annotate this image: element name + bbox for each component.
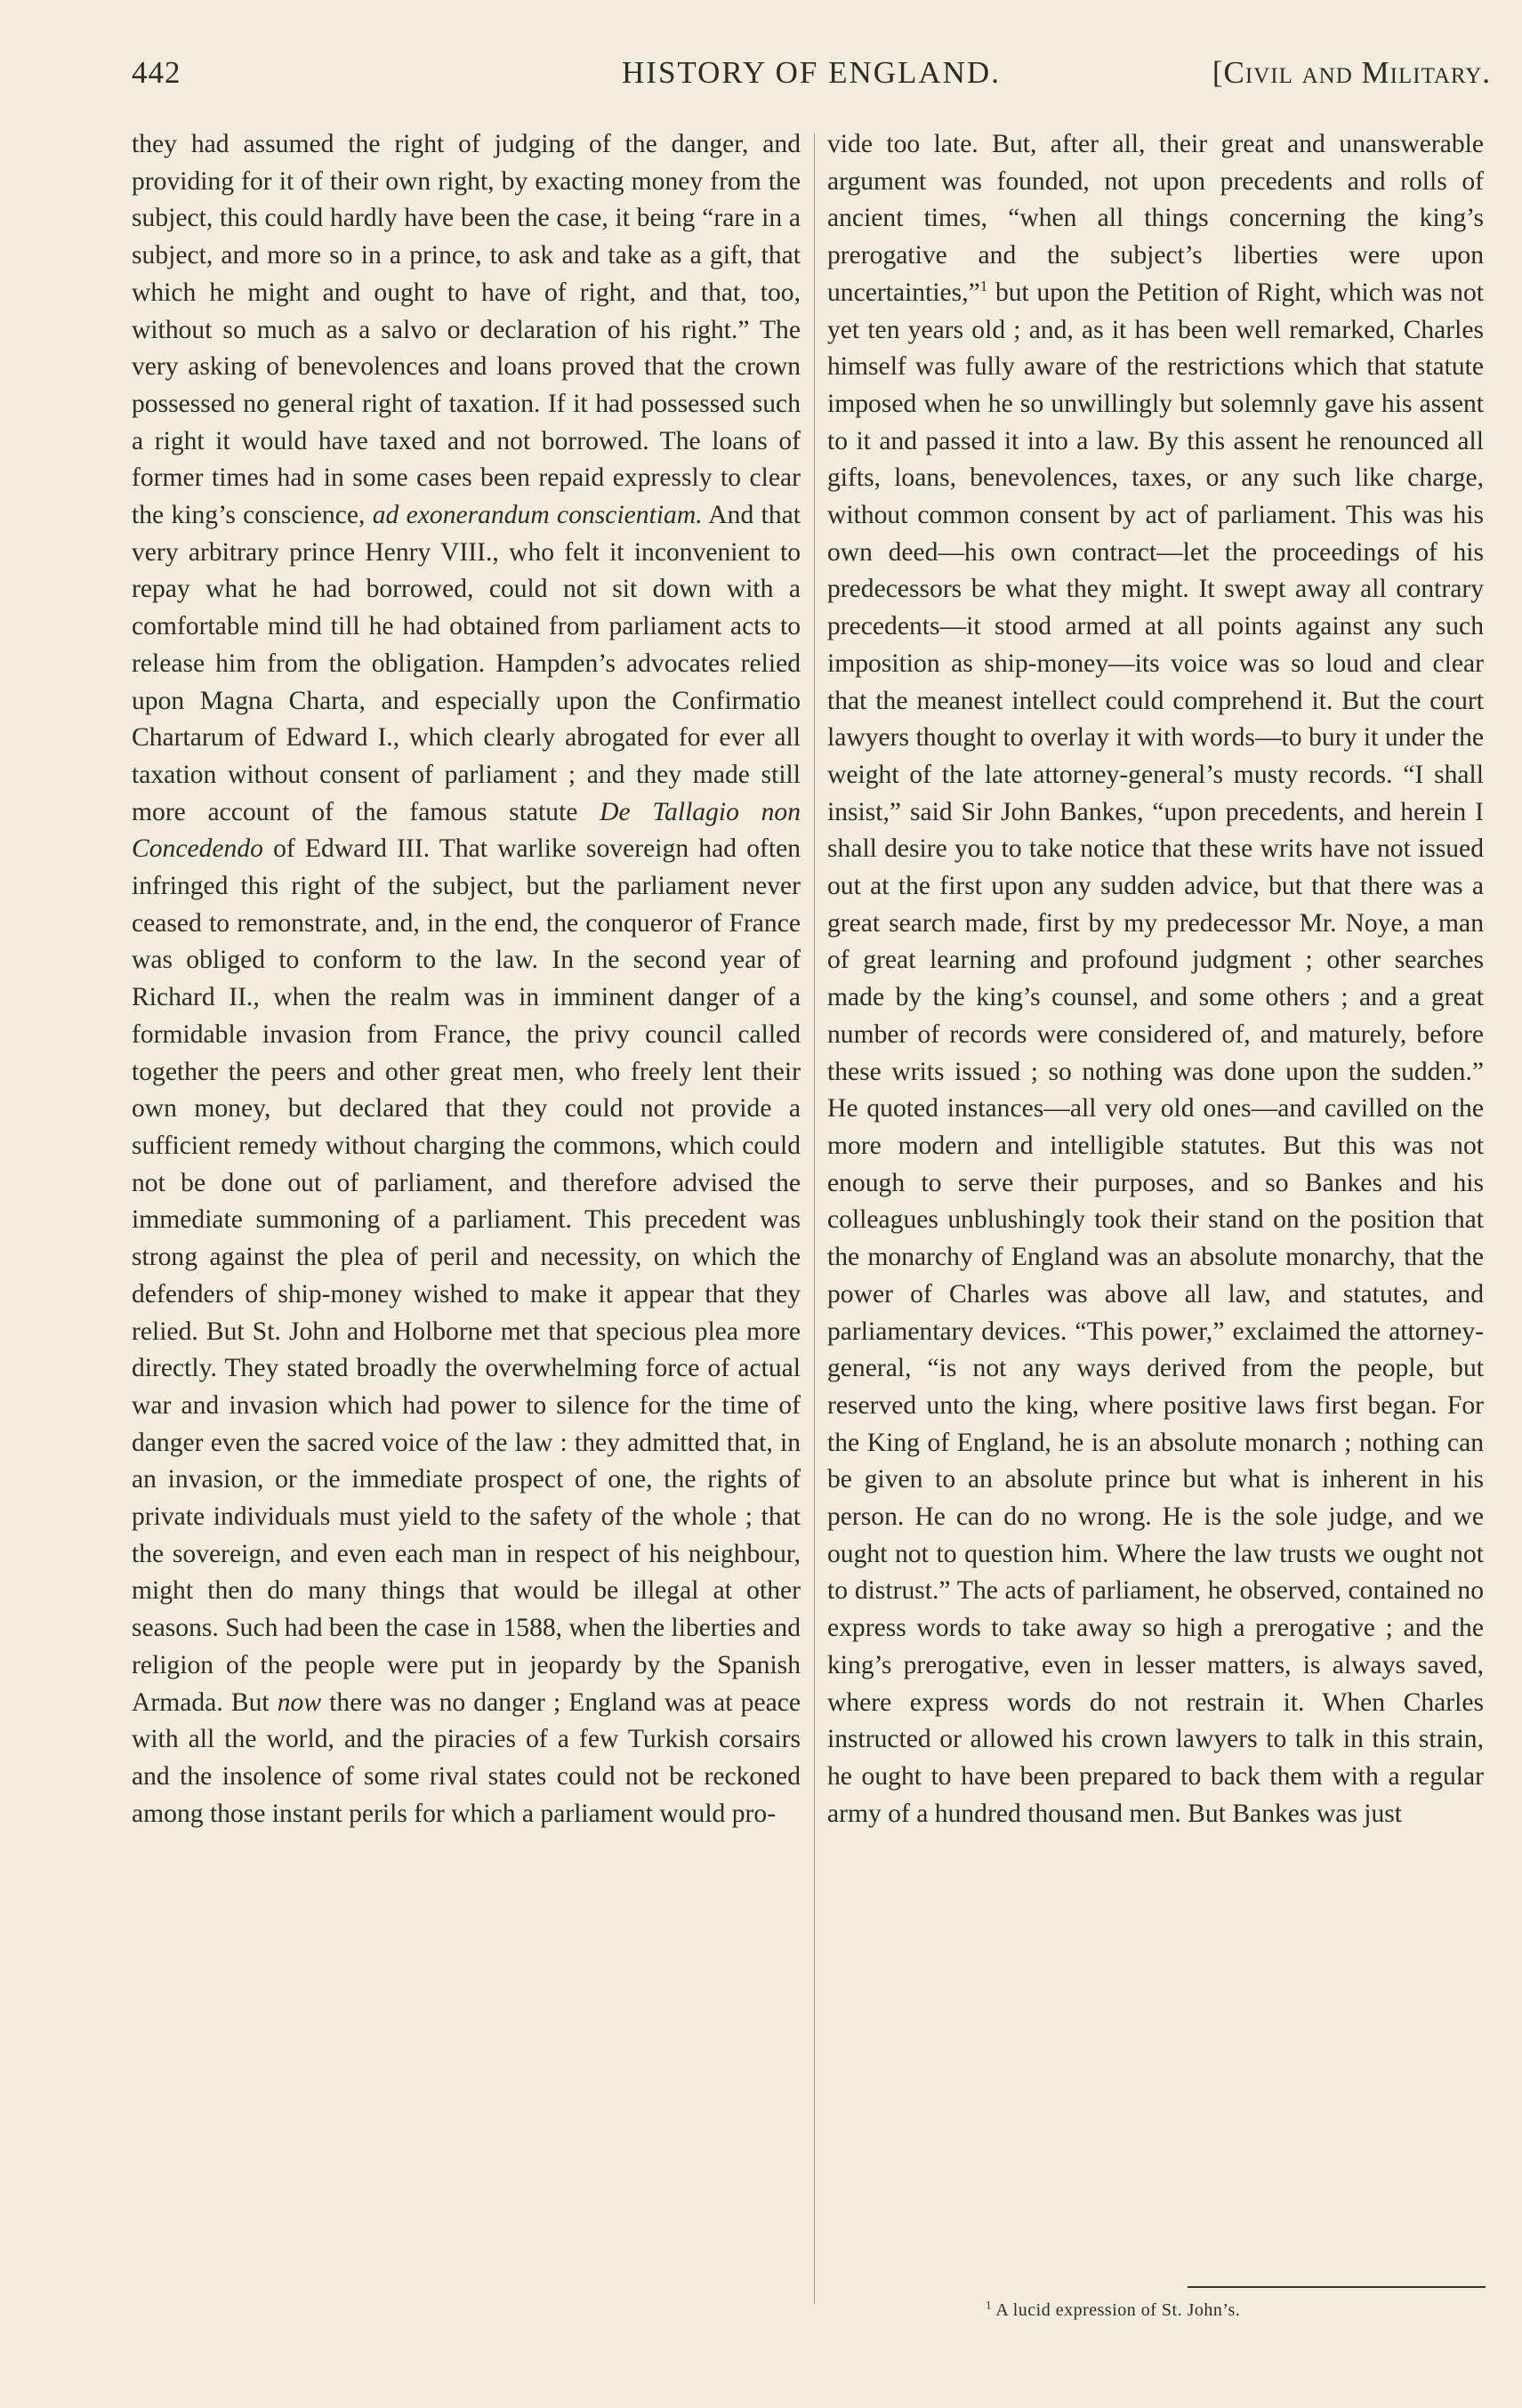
right-column: [827, 126, 1484, 1832]
right-column-text: [827, 126, 1484, 1832]
text-run: but upon the Petition of Right, which was not yet ten years old ; and, as it has been well remarked, Charles himself was fully aware of the restrictions which that statute imposed when he so unwillingly but solemnly gave his assent to it and passed it into a law. By this assent he renounced all gifts, loans, benevolences, taxes, or any such like charge, without common consent by act of parliament. This was his own deed—his own contract—let the proceedings of his predecessors be what they might. It swept away all contrary precedents—it stood armed at all points against any such imposition as ship-money—its voice was so loud and clear that the meanest intellect could comprehend it. But the court lawyers thought to overlay it with words—to bury it under the weight of the late attorney-general’s musty records. “I shall insist,” said Sir John Bankes, “upon precedents, and herein I shall desire you to take notice that these writs have not issued out at the first upon any sudden advice, but that there was a great search made, first by my predecessor Mr. Noye, a man of great learning and profound judgment ; other searches made by the king’s counsel, and some others ; and a great number of records were considered of, and maturely, before these writs issued ; so nothing was done upon the sudden.” He quoted instances—all very old ones—and cavilled on the more modern and intelligible statutes. But this was not enough to serve their purposes, and so Bankes and his colleagues unblushingly took their stand on the position that the monarchy of England was an absolute monarchy, that the power of Charles was above all law, and statutes, and parliamentary devices. “This power,” exclaimed the attorney-general, “is not any ways derived from the people, but reserved unto the king, where positive laws first began. For the King of England, he is an absolute monarch ; nothing can be given to an absolute prince but what is inherent in his person. He can do no wrong. He is the sole judge, and we ought not to question him. Where the law trusts we ought not to distrust.” The acts of parliament, he observed, contained no express words to take away so high a prerogative ; and the king’s prerogative, even in lesser matters, is always saved, where express words do not restrain it. When Charles instructed or allowed his crown lawyers to talk in this strain, he ought to have been prepared to back them with a regular army of a hundred thousand men. But Bankes was just: [827, 278, 1484, 1828]
left-column: [132, 126, 801, 1832]
footnote-marker: 1: [986, 2298, 992, 2312]
emphasis-now: now: [277, 1687, 322, 1717]
left-column-text: [132, 126, 801, 1832]
text-run: And that very arbitrary prince Henry VIII., who felt it inconvenient to repay what he had borrowed, could not sit down with a comfortable mind till he had obtained from parliament acts to release him from the obligation. Hampden’s advocates relied upon Magna Charta, and especially upon the Confirmatio Chartarum of Edward I., which clearly abrogated for ever all taxation without consent of parliament ; and they made still more account of the famous statute: [132, 501, 801, 826]
text-run: of Edward III. That warlike sovereign had often infringed this right of the subject, but the parliament never ceased to remonstrate, and, in the end, the conqueror of France was obliged to conform to the law. In the second year of Richard II., when the realm was in imminent danger of a formidable invasion from France, the privy council called together the peers and other great men, who freely lent their own money, but declared that they could not provide a sufficient remedy without charging the commons, which could not be done out of parliament, and therefore advised the immediate summoning of a parliament. This precedent was strong against the plea of peril and necessity, on which the defenders of ship-money wished to make it appear that they relied. But St. John and Holborne met that specious plea more directly. They stated broadly the overwhelming force of actual war and invasion which had power to silence for the time of danger even the sacred voice of the law : they admitted that, in an invasion, or the immediate prospect of one, the rights of private individuals must yield to the safety of the whole ; that the sovereign, and even each man in respect of his neighbour, might then do many things that would be illegal at other seasons. Such had been the case in 1588, when the liberties and religion of the people were put in jeopardy by the Spanish Armada. But: [132, 834, 801, 1717]
footnote: [986, 2300, 1240, 2321]
statute-title: De Tallagio non Concedendo: [132, 797, 801, 864]
latin-phrase: ad exonerandum conscientiam.: [372, 501, 703, 530]
running-title: HISTORY OF ENGLAND.: [622, 55, 1001, 90]
page-number: 442: [132, 55, 181, 90]
footnote-reference: 1: [979, 277, 988, 294]
text-run: they had assumed the right of judging of the danger, and providing for it of their own right, by exacting money from the subject, this could hardly have been the case, it being “rare in a subject, and more so in a prince, to ask and take as a gift, that which he might and ought to have of right, and that, too, without so much as a salvo or declaration of his right.” The very asking of benevolences and loans proved that the crown possessed no general right of taxation. If it had possessed such a right it would have taxed and not borrowed. The loans of former times had in some cases been repaid expressly to clear the king’s conscience,: [132, 130, 801, 530]
footnote-rule: [1188, 2286, 1486, 2288]
column-divider: [814, 133, 815, 2304]
text-run: vide too late. But, after all, their great and unanswerable argument was founded, not upon precedents and rolls of ancient times, “when all things concerning the king’s prerogative and the subject’s liberties were upon uncertainties,”: [827, 130, 1484, 307]
text-run: there was no danger ; England was at peace with all the world, and the piracies of a few Turkish corsairs and the insolence of some rival states could not be reckoned among those instant perils for which a parliament would pro-: [132, 1687, 801, 1828]
footnote-text: A lucid expression of St. John’s.: [992, 2300, 1241, 2320]
section-heading: [Civil and Military.: [1212, 55, 1491, 90]
running-head: [132, 55, 1491, 98]
